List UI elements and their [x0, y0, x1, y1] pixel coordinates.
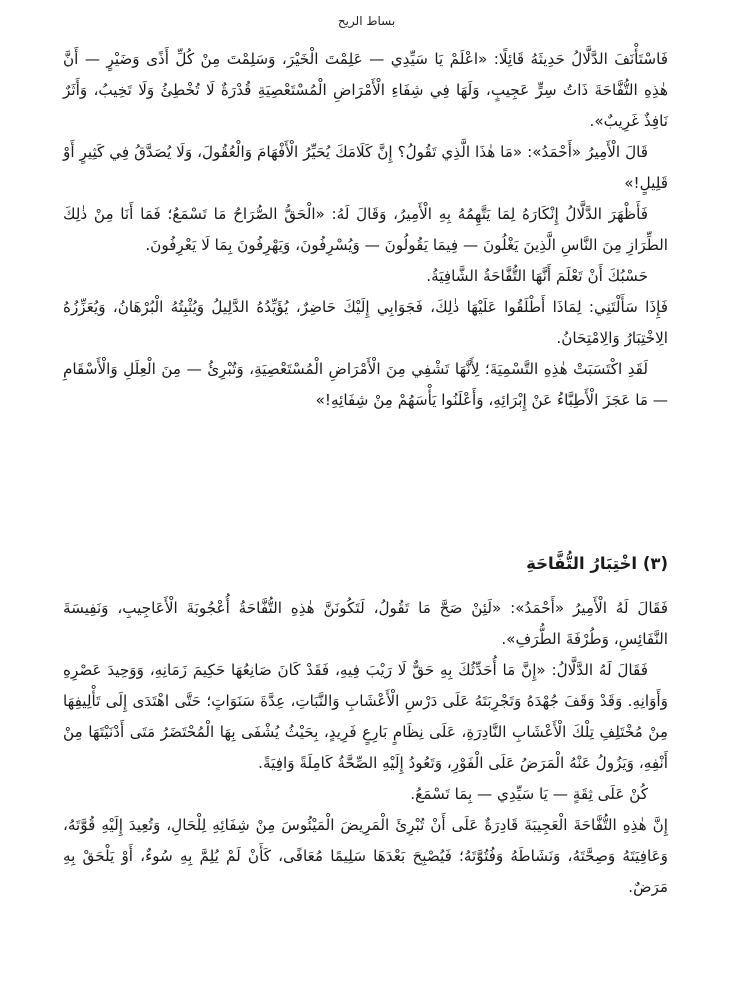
paragraph: كُنْ عَلَى ثِقَةٍ — يَا سَيِّدِي — بِمَا تَسْمَعُ.: [410, 785, 648, 803]
body-text-bottom: [63, 593, 668, 903]
paragraph: فَقَالَ لَهُ الْأَمِيرُ «أَحْمَدُ»: «لَئِنْ صَحَّ مَا تَقُولُ، لَتَكُونَنَّ هٰذِهِ التُّفَّاحَةُ أُعْجُوبَةَ الْأَعَاجِيبِ، وَنَفِيسَةَ النَّفَائِسِ، وَطُرْفَةَ الطُّرَفِ».: [63, 599, 668, 648]
paragraph: فَقَالَ لَهُ الدَّلَّالُ: «إِنَّ مَا أُحَدِّثُكَ بِهِ حَقٌّ لَا رَيْبَ فِيهِ، فَقَدْ كَانَ صَانِعُهَا حَكِيمَ زَمَانِهِ، وَوَحِيدَ عَصْرِهِ وَأَوَانِهِ. وَقَدْ وَقَفَ جُهْدَهُ وَتَجْرِبَتَهُ عَلَى دَرْسِ الْأَعْشَابِ وَالنَّبَاتِ، عِدَّةَ سَنَوَاتٍ؛ حَتَّى اهْتَدَى إِلَى تَأْلِيفِهَا مِنْ مُخْتَلِفِ تِلْكَ الْأَعْشَابِ النَّادِرَةِ، عَلَى نِظَامٍ بَارِعٍ فَرِيدٍ، بِحَيْثُ يُشْفَى بِهَا الْمُحْتَضَرُ مَتَى أَدْنَيْتَهَا مِنْ أَنْفِهِ، وَيَزُولُ عَنْهُ الْمَرَضُ عَلَى الْفَوْرِ، وَتَعُودُ إِلَيْهِ الصِّحَّةُ كَامِلَةً وَافِيَةً.: [63, 661, 668, 772]
paragraph: فَإِذَا سَأَلْتَنِي: لِمَاذَا أَطْلَقُوا عَلَيْهَا ذٰلِكَ، فَجَوَابِي إِلَيْكَ حَاضِرٌ، يُؤَيِّدُهُ الدَّلِيلُ وَيُثْبِتُهُ الْبُرْهَانُ، وَيُعَزِّزُهُ الِاخْتِبَارُ وَالِامْتِحَانُ.: [63, 298, 668, 347]
paragraph: حَسْبُكَ أَنْ تَعْلَمَ أَنَّهَا التُّفَّاحَةُ الشَّافِيَةُ.: [426, 267, 648, 285]
running-title: بساط الريح: [337, 14, 396, 28]
paragraph: إِنَّ هٰذِهِ التُّفَّاحَةَ الْعَجِيبَةَ قَادِرَةٌ عَلَى أَنْ تُبْرِئَ الْمَرِيضَ الْمَيْئُوسَ مِنْ شِفَائِهِ لِلْحَالِ، وَتُعِيدَ إِلَيْهِ قُوَّتَهُ، وَعَافِيَتَهُ وَصِحَّتَهُ، وَنَشَاطَهُ وَفُتُوَّتَهُ؛ فَيُصْبِحَ بَعْدَهَا سَلِيمًا مُعَافًى، كَأَنْ لَمْ يُلِمَّ بِهِ سُوءٌ، أَوْ يَلْحَقْ بِهِ مَرَضٌ.: [63, 816, 668, 896]
body-text-top: [63, 44, 668, 416]
paragraph: لَقَدِ اكْتَسَبَتْ هٰذِهِ التَّسْمِيَةَ؛ لِأَنَّهَا تَشْفِي مِنَ الْأَمْرَاضِ الْمُسْتَعْصِيَةِ، وَتُبْرِئُ — مِنَ الْعِلَلِ وَالْأَسْقَامِ — مَا عَجَزَ الْأَطِبَّاءُ عَنْ إِبْرَائِهِ، وَأَعْلَنُوا يَأْسَهُمْ مِنْ شِفَائِهِ!»: [63, 360, 668, 409]
paragraph: قَالَ الْأَمِيرُ «أَحْمَدُ»: «مَا هٰذَا الَّذِي تَقُولُ؟ إِنَّ كَلَامَكَ يُحَيِّرُ الْأَفْهَامَ وَالْعُقُولَ، وَلَا يُصَدَّقُ فِي كَثِيرٍ أَوْ قَلِيلٍ!»: [63, 143, 668, 192]
paragraph: فَأَظْهَرَ الدَّلَّالُ إِنْكَارَهُ لِمَا يَتَّهِمُهُ بِهِ الْأَمِيرُ، وَقَالَ لَهُ: «الْحَقُّ الصُّرَاحُ مَا تَسْمَعُ؛ فَمَا أَنَا مِنْ ذٰلِكَ الطِّرَازِ مِنَ النَّاسِ الَّذِينَ يَغْلُونَ — فِيمَا يَقُولُونَ — وَيُسْرِفُونَ، وَيَهْرِفُونَ بِمَا لَا يَعْرِفُونَ.: [63, 205, 668, 254]
paragraph: فَاسْتَأْنَفَ الدَّلَّالُ حَدِيثَهُ قَائِلًا: «اعْلَمْ يَا سَيِّدِي — عَلِمْتَ الْخَيْرَ، وَسَلِمْتَ مِنْ كُلِّ أَذًى وَضَيْرٍ — أَنَّ هٰذِهِ التُّفَّاحَةَ ذَاتُ سِرٍّ عَجِيبٍ، وَلَهَا فِي شِفَاءِ الْأَمْرَاضِ الْمُسْتَعْصِيَةِ قُدْرَةٌ لَا تُخْطِئُ وَلَا تَخِيبُ، وَأَثَرٌ نَافِذٌ غَرِيبٌ».: [63, 50, 668, 130]
section-heading: (٣) اخْتِبَارُ التُّفَّاحَةِ: [526, 554, 668, 573]
